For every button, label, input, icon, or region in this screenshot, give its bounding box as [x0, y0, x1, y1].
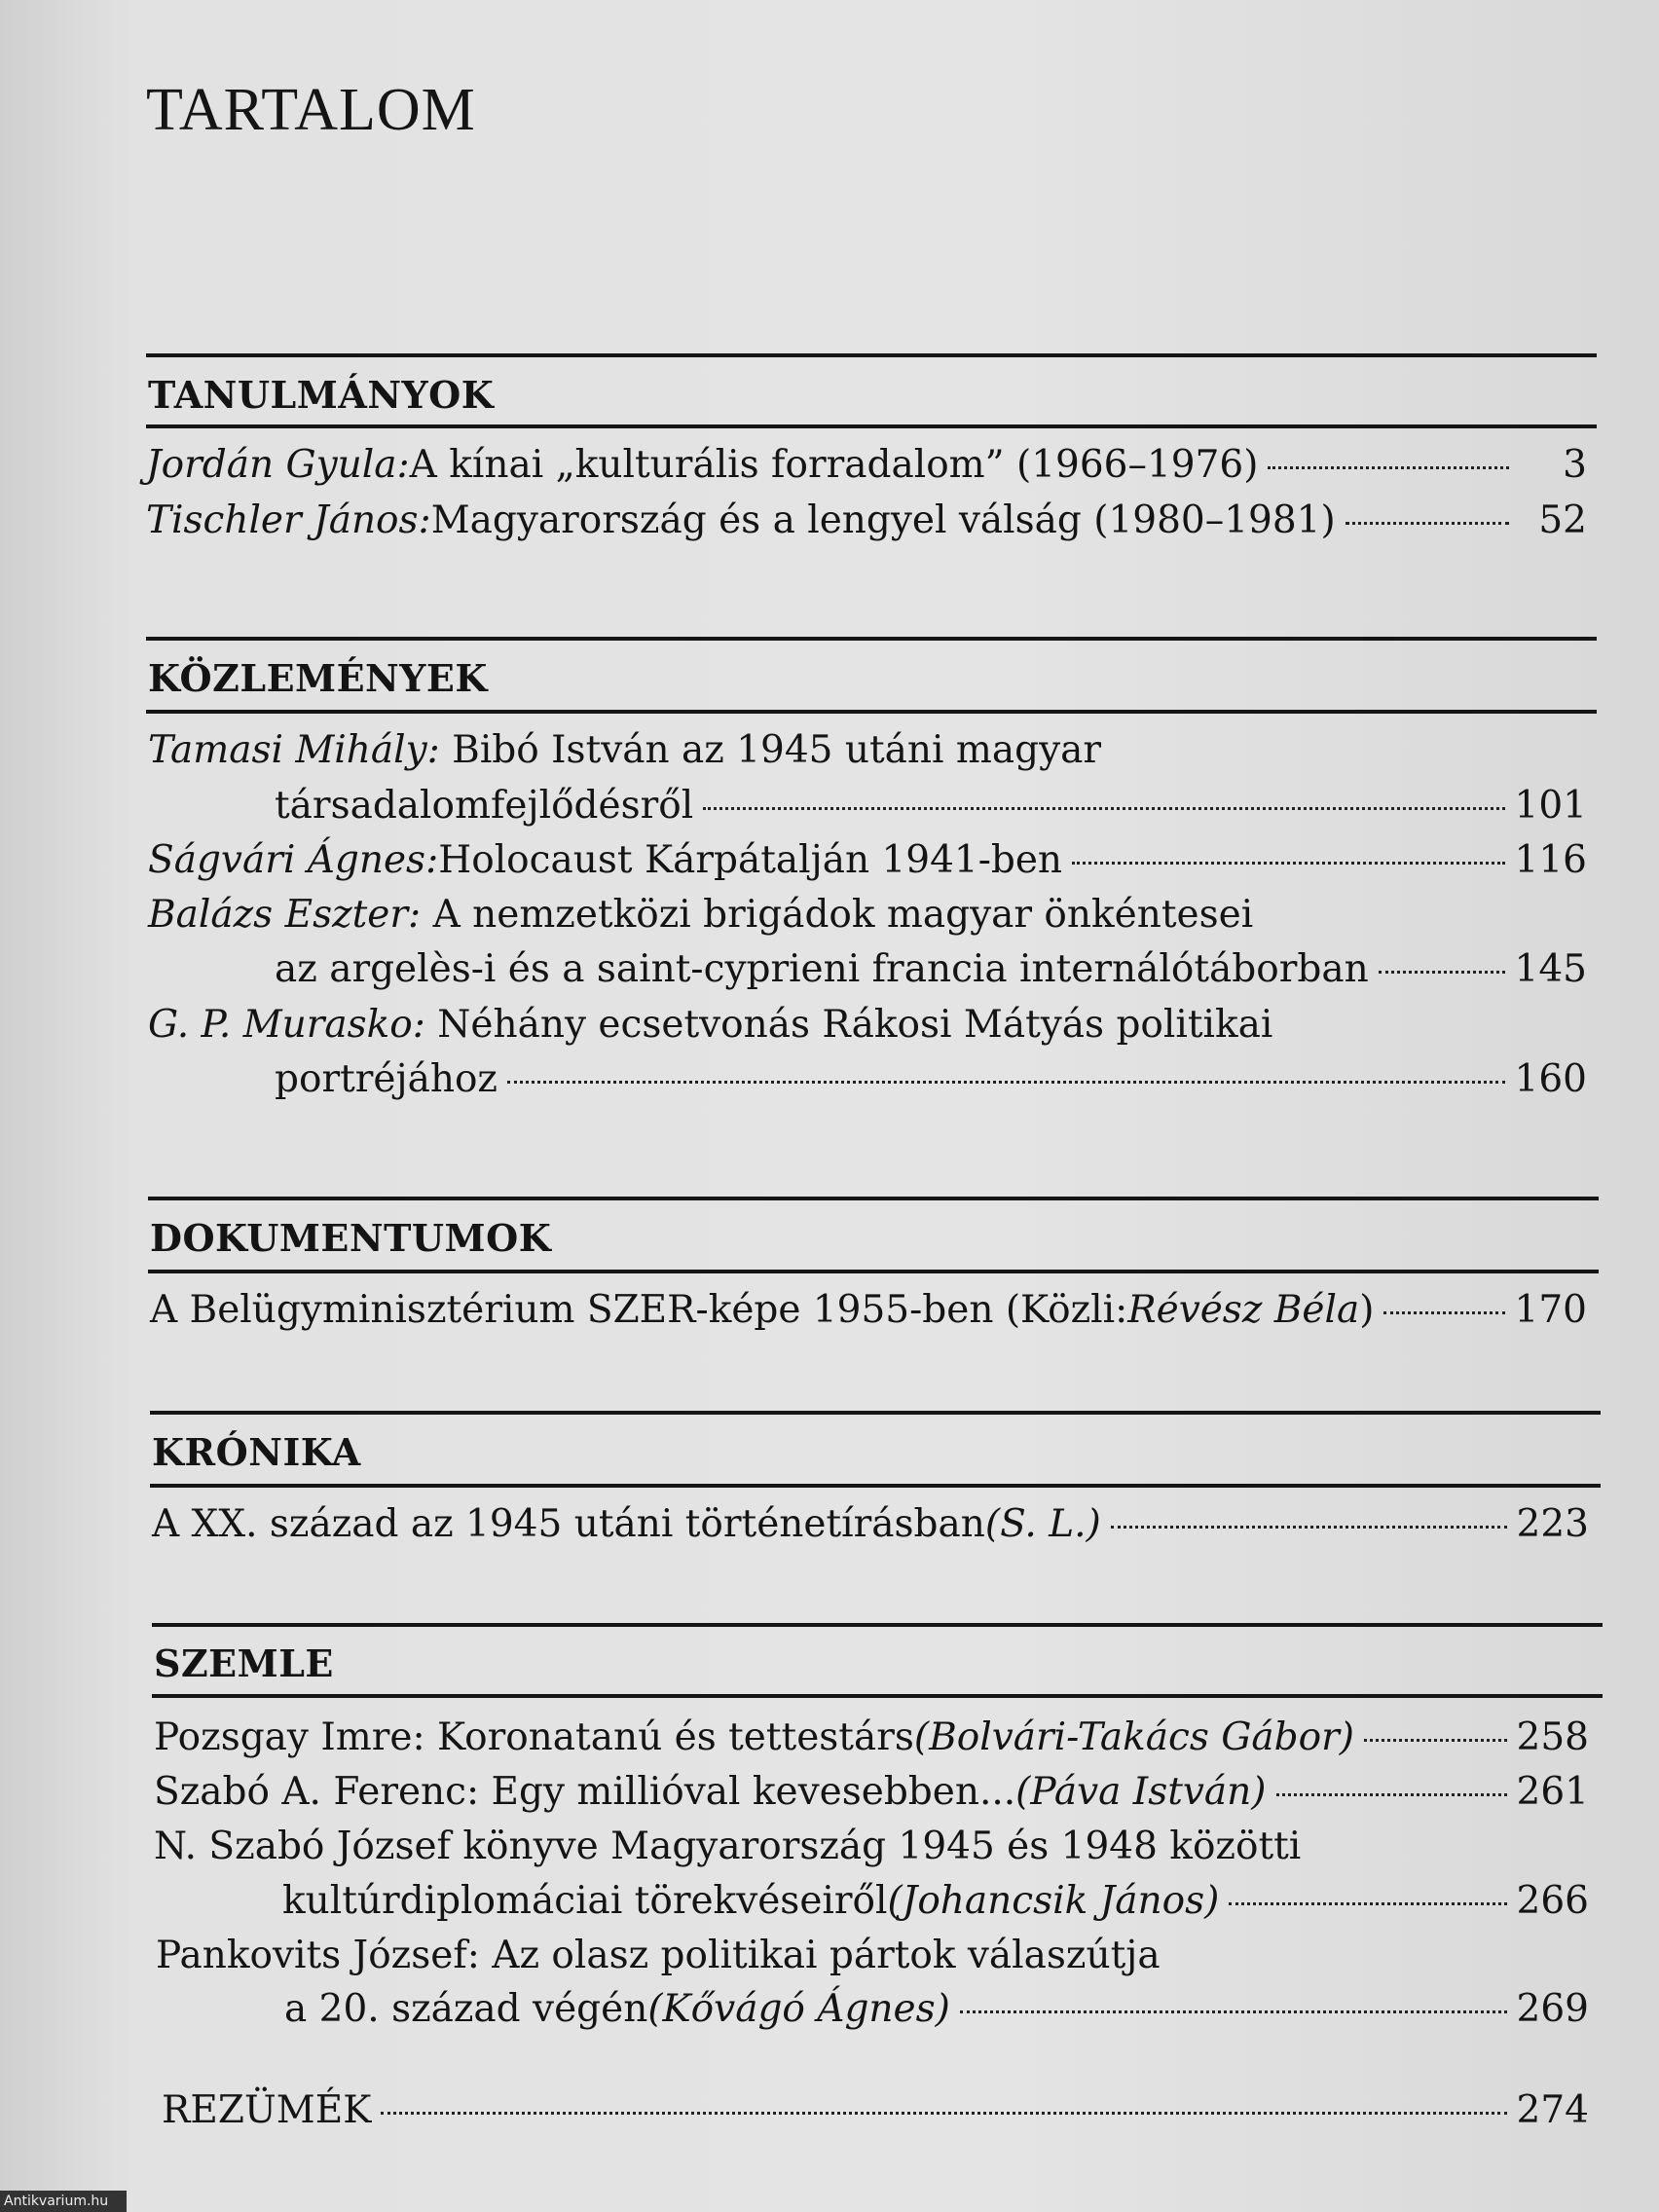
- page-number: 269: [1516, 1987, 1589, 2031]
- rule: [146, 353, 1597, 357]
- page-number: 258: [1516, 1715, 1589, 1759]
- dot-leader: [1276, 1793, 1507, 1796]
- dot-leader: [381, 2112, 1506, 2115]
- entry-title: Néhány ecsetvonás Rákosi Mátyás politikai: [424, 1003, 1273, 1047]
- section-heading-tanulmanyok: TANULMÁNYOK: [148, 373, 495, 417]
- entry-title: Holocaust Kárpátalján 1941-ben: [438, 838, 1063, 882]
- entry-title-cont: kultúrdiplomáciai törekvéseiről: [282, 1879, 888, 1923]
- rule: [148, 1270, 1599, 1273]
- entry-title: A kínai „kulturális forradalom” (1966–1976): [409, 443, 1259, 487]
- toc-entry: [275, 784, 1587, 828]
- close-paren: ): [1359, 1288, 1375, 1332]
- section-heading-kozlemenyek: KÖZLEMÉNYEK: [148, 656, 488, 700]
- author: Tamasi Mihály:: [148, 728, 440, 772]
- toc-entry: [154, 1715, 1589, 1759]
- toc-entry: [284, 1987, 1589, 2031]
- entry-title: A Belügyminisztérium SZER-képe 1955-ben (Közli:: [150, 1288, 1128, 1332]
- page-number: 170: [1514, 1288, 1587, 1332]
- section-heading-szemle: SZEMLE: [154, 1641, 334, 1685]
- dot-leader: [1111, 1526, 1507, 1529]
- dot-leader: [1379, 971, 1505, 974]
- reviewer: (S. L.): [984, 1502, 1101, 1546]
- reviewer: (Johancsik János): [887, 1879, 1220, 1923]
- page-number: 145: [1514, 947, 1587, 991]
- dot-leader: [1268, 466, 1509, 469]
- toc-entry-rezumek: [162, 2088, 1589, 2132]
- page-title: TARTALOM: [146, 77, 476, 143]
- rule: [146, 424, 1597, 428]
- toc-entry: [275, 947, 1587, 991]
- dot-leader: [1229, 1902, 1506, 1905]
- toc-entry-line1: [154, 1825, 1301, 1868]
- entry-title: Pozsgay Imre: Koronatanú és tettestárs: [154, 1715, 914, 1759]
- page-number: 101: [1514, 784, 1587, 828]
- author: G. P. Murasko:: [148, 1003, 425, 1047]
- author: Balázs Eszter:: [148, 893, 422, 937]
- rule: [150, 1411, 1601, 1415]
- entry-title-cont: portréjához: [275, 1057, 498, 1101]
- author: Tischler János:: [146, 498, 431, 542]
- page-number: 223: [1516, 1502, 1589, 1546]
- dot-leader: [507, 1081, 1505, 1084]
- rule: [148, 1197, 1599, 1200]
- entry-title: Bibó István az 1945 utáni magyar: [439, 728, 1102, 772]
- page-number: 266: [1516, 1879, 1589, 1923]
- rule: [152, 1694, 1603, 1698]
- entry-title: Magyarország és a lengyel válság (1980–1981): [430, 498, 1336, 542]
- toc-entry: [275, 1057, 1587, 1101]
- rule: [146, 710, 1597, 714]
- reviewer: (Páva István): [1015, 1770, 1267, 1814]
- entry-title: A XX. század az 1945 utáni történetírásban: [152, 1502, 985, 1546]
- entry-title: N. Szabó József könyve Magyarország 1945 és 1948 közötti: [154, 1825, 1302, 1868]
- toc-entry: [152, 1502, 1589, 1546]
- toc-entry-line1: [156, 1934, 1161, 1977]
- entry-title: REZÜMÉK: [162, 2088, 372, 2132]
- page-number: 274: [1516, 2088, 1589, 2132]
- section-heading-dokumentumok: DOKUMENTUMOK: [150, 1216, 552, 1260]
- reviewer: (Bolvári-Takács Gábor): [913, 1715, 1354, 1759]
- page-number: 3: [1563, 443, 1587, 487]
- reviewer: (Kővágó Ágnes): [647, 1987, 950, 2031]
- toc-entry: [282, 1879, 1589, 1923]
- toc-entry: [146, 498, 1587, 542]
- page-number: 160: [1514, 1057, 1587, 1101]
- toc-entry: [146, 443, 1587, 487]
- page-number: 261: [1516, 1770, 1589, 1814]
- entry-title: Szabó A. Ferenc: Egy millióval kevesebben...: [154, 1770, 1016, 1814]
- dot-leader: [703, 807, 1504, 810]
- toc-entry: [150, 1288, 1587, 1332]
- rule: [146, 637, 1597, 641]
- dot-leader: [1364, 1739, 1507, 1742]
- entry-title-cont: a 20. század végén: [284, 1987, 648, 2031]
- rule: [150, 1484, 1601, 1488]
- rule: [152, 1623, 1603, 1627]
- author: Jordán Gyula:: [146, 443, 410, 487]
- dot-leader: [1383, 1311, 1504, 1314]
- page-number: 52: [1538, 498, 1587, 542]
- toc-entry-line1: [148, 1003, 1272, 1047]
- toc-entry-line1: [148, 893, 1253, 937]
- watermark: Antikvarium.hu: [0, 2191, 127, 2212]
- dot-leader: [960, 2010, 1507, 2013]
- entry-title-cont: társadalomfejlődésről: [275, 784, 694, 828]
- entry-title: A nemzetközi brigádok magyar önkéntesei: [421, 893, 1254, 937]
- page-number: 116: [1514, 838, 1587, 882]
- toc-entry: [148, 838, 1587, 882]
- author: Ságvári Ágnes:: [148, 838, 439, 882]
- toc-entry-line1: [148, 728, 1101, 772]
- entry-title: Pankovits József: Az olasz politikai pártok válaszútja: [156, 1934, 1161, 1977]
- toc-entry: [154, 1770, 1589, 1814]
- entry-title-cont: az argelès-i és a saint-cyprieni francia internálótáborban: [275, 947, 1369, 991]
- dot-leader: [1346, 522, 1509, 525]
- editor: Révész Béla: [1127, 1288, 1360, 1332]
- section-heading-kronika: KRÓNIKA: [152, 1430, 361, 1474]
- dot-leader: [1072, 862, 1504, 865]
